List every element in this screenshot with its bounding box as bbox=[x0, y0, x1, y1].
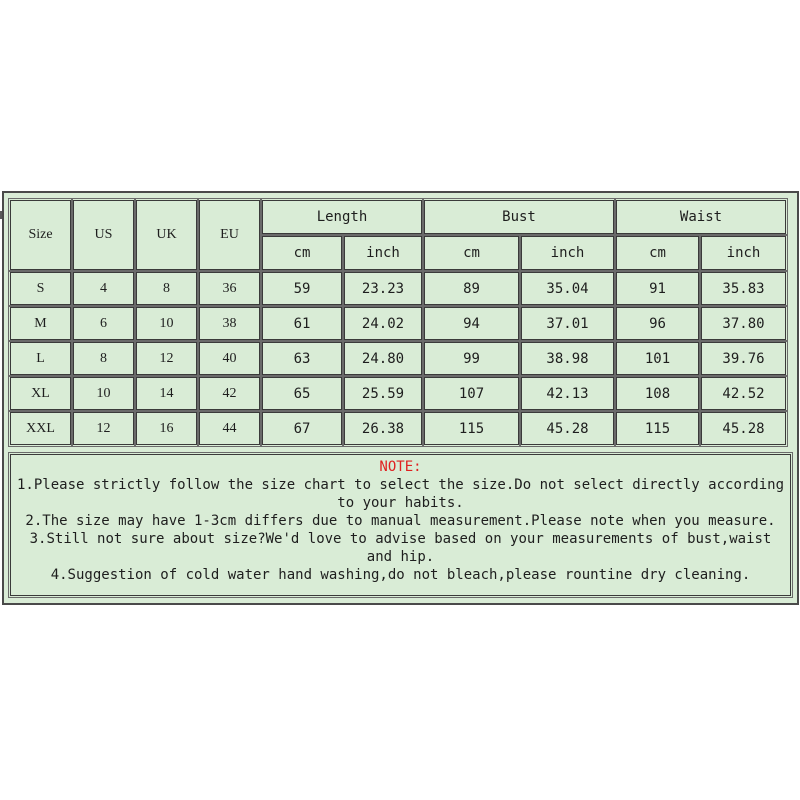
note-title: NOTE: bbox=[379, 459, 422, 475]
header-waist-cm: cm bbox=[616, 236, 699, 270]
cell-bust-inch: 45.28 bbox=[521, 412, 614, 445]
cell-length-inch: 26.38 bbox=[344, 412, 422, 445]
header-bust: Bust bbox=[424, 200, 614, 234]
cell-eu: 44 bbox=[199, 412, 260, 445]
cell-size: XL bbox=[10, 377, 71, 410]
header-us: US bbox=[73, 200, 134, 270]
cell-bust-cm: 89 bbox=[424, 272, 519, 305]
note-line-3: 3.Still not sure about size?We'd love to advise based on your measurements of bust,waist and hip. bbox=[29, 531, 772, 565]
cell-waist-cm: 91 bbox=[616, 272, 699, 305]
header-bust-inch: inch bbox=[521, 236, 614, 270]
table-row bbox=[10, 412, 786, 445]
cell-us: 10 bbox=[73, 377, 134, 410]
cell-uk: 8 bbox=[136, 272, 197, 305]
header-uk: UK bbox=[136, 200, 197, 270]
cell-bust-cm: 99 bbox=[424, 342, 519, 375]
cell-uk: 10 bbox=[136, 307, 197, 340]
cell-bust-cm: 115 bbox=[424, 412, 519, 445]
note-line-4: 4.Suggestion of cold water hand washing,do not bleach,please rountine dry cleaning. bbox=[50, 567, 751, 583]
cell-waist-cm: 101 bbox=[616, 342, 699, 375]
note-line-1: 1.Please strictly follow the size chart to select the size.Do not select directly according to your habits. bbox=[17, 477, 785, 511]
cell-us: 4 bbox=[73, 272, 134, 305]
cell-bust-cm: 94 bbox=[424, 307, 519, 340]
cell-waist-cm: 115 bbox=[616, 412, 699, 445]
header-row-1 bbox=[10, 200, 786, 234]
cell-uk: 12 bbox=[136, 342, 197, 375]
note-box bbox=[10, 454, 791, 596]
header-length-cm: cm bbox=[262, 236, 342, 270]
table-row bbox=[10, 342, 786, 375]
header-size: Size bbox=[10, 200, 71, 270]
header-bust-cm: cm bbox=[424, 236, 519, 270]
cell-bust-cm: 107 bbox=[424, 377, 519, 410]
size-chart bbox=[2, 191, 799, 605]
cell-length-cm: 61 bbox=[262, 307, 342, 340]
header-waist-inch: inch bbox=[701, 236, 786, 270]
cell-us: 6 bbox=[73, 307, 134, 340]
table-row bbox=[10, 272, 786, 305]
table-row bbox=[10, 377, 786, 410]
cell-us: 12 bbox=[73, 412, 134, 445]
header-eu: EU bbox=[199, 200, 260, 270]
cell-uk: 14 bbox=[136, 377, 197, 410]
header-length: Length bbox=[262, 200, 422, 234]
cell-bust-inch: 37.01 bbox=[521, 307, 614, 340]
cell-length-inch: 24.02 bbox=[344, 307, 422, 340]
cell-waist-inch: 42.52 bbox=[701, 377, 786, 410]
cell-waist-cm: 96 bbox=[616, 307, 699, 340]
cell-length-cm: 65 bbox=[262, 377, 342, 410]
cell-us: 8 bbox=[73, 342, 134, 375]
table-body bbox=[10, 200, 786, 445]
note-line-2: 2.The size may have 1-3cm differs due to manual measurement.Please note when you measure. bbox=[25, 513, 776, 529]
cell-eu: 42 bbox=[199, 377, 260, 410]
cell-eu: 36 bbox=[199, 272, 260, 305]
cell-waist-cm: 108 bbox=[616, 377, 699, 410]
header-waist: Waist bbox=[616, 200, 786, 234]
cell-bust-inch: 38.98 bbox=[521, 342, 614, 375]
cell-size: S bbox=[10, 272, 71, 305]
cell-waist-inch: 45.28 bbox=[701, 412, 786, 445]
cell-waist-inch: 37.80 bbox=[701, 307, 786, 340]
cell-bust-inch: 35.04 bbox=[521, 272, 614, 305]
cell-uk: 16 bbox=[136, 412, 197, 445]
cell-length-cm: 63 bbox=[262, 342, 342, 375]
cell-waist-inch: 35.83 bbox=[701, 272, 786, 305]
size-table bbox=[8, 198, 788, 447]
header-length-inch: inch bbox=[344, 236, 422, 270]
cell-length-inch: 24.80 bbox=[344, 342, 422, 375]
cell-length-inch: 23.23 bbox=[344, 272, 422, 305]
table-row bbox=[10, 307, 786, 340]
cell-length-cm: 59 bbox=[262, 272, 342, 305]
cell-eu: 40 bbox=[199, 342, 260, 375]
cell-waist-inch: 39.76 bbox=[701, 342, 786, 375]
cell-length-cm: 67 bbox=[262, 412, 342, 445]
cell-size: XXL bbox=[10, 412, 71, 445]
cell-bust-inch: 42.13 bbox=[521, 377, 614, 410]
cell-size: L bbox=[10, 342, 71, 375]
cell-length-inch: 25.59 bbox=[344, 377, 422, 410]
cell-eu: 38 bbox=[199, 307, 260, 340]
cell-size: M bbox=[10, 307, 71, 340]
